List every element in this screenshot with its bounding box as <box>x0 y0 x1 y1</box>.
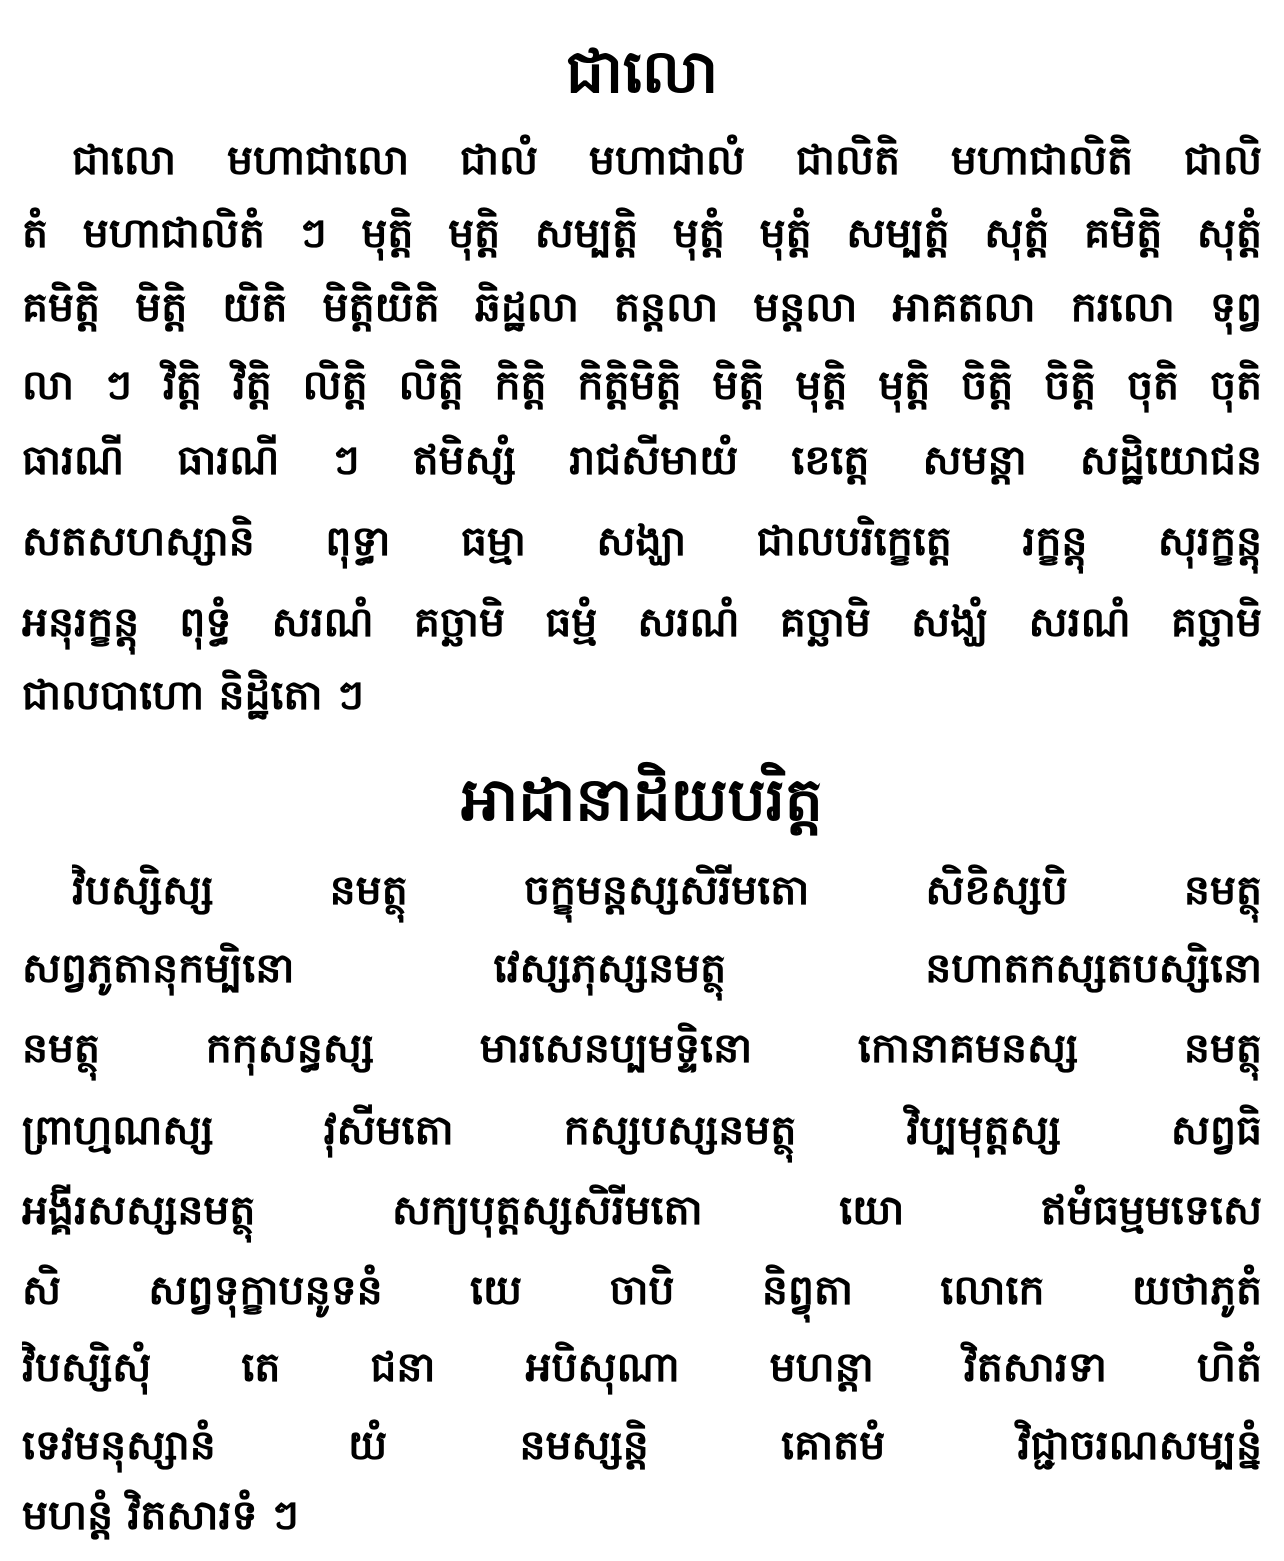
text-line: វិបស្សិស្ស នមត្ថុ ចក្ខុមន្តស្សសិរីមតោ សិខិស្សបិ នមត្ថុ <box>72 866 1262 914</box>
text-line: សិ សព្វទុក្ខាបនូទនំ យេ ចាបិ និព្វុតា លោកេ យថាភូតំ <box>22 1266 1262 1314</box>
text-line: សតសហស្សានិ ពុទ្ធា ធម្មា សង្ឃា ជាលបរិក្ខេត្តេ រក្ខន្តុ សុរក្ខន្តុ <box>22 517 1262 565</box>
text-line: ទេវមនុស្សានំ យំ នមស្សន្តិ គោតមំ វិជ្ជាចរណសម្បន្នំ <box>22 1421 1262 1469</box>
text-line: ជាលោ មហាជាលោ ជាលំ មហាជាលំ ជាលិតិ មហាជាលិតិ ជាលិ <box>72 136 1262 184</box>
text-line: អង្គីរសស្សនមត្ថុ សក្យបុត្តស្សសិរីមតោ យោ ឥមំធម្មមទេសេ <box>22 1186 1262 1234</box>
text-line: ធារណី ធារណី ៗ ឥមិស្សំ រាជសីមាយំ ខេត្តេ សមន្តា សដ្ឋិយោជន <box>22 436 1262 484</box>
text-line: នមត្ថុ កកុសន្ធស្ស មារសេនប្បមទ្ទិនោ កោនាគមនស្ស នមត្ថុ <box>22 1024 1262 1072</box>
text-line: លា ៗ វិត្តិ វិត្តិ លិត្តិ លិត្តិ កិត្តិ កិត្តិមិត្តិ មិត្តិ មុត្តិ មុត្តិ ចិត្តិ ចិត្តិ ចុតិ ចុតិ <box>22 361 1262 409</box>
section-title-atanatiya: អាដានាដិយបរិត្ត <box>461 765 823 835</box>
text-line: តំ មហាជាលិតំ ៗ មុត្តិ មុត្តិ សម្បត្តិ មុត្តំ មុត្តំ សម្បត្តំ សុត្តំ គមិត្តិ សុត្តំ <box>22 209 1262 257</box>
text-line: វិបស្សិសុំ តេ ជនា អបិសុណា មហន្តា វិតសារទា ហិតំ <box>22 1343 1262 1391</box>
text-line: មហន្តំ វិតសារទំ ៗ <box>22 1491 299 1539</box>
text-line: សព្វភូតានុកម្បិនោ វេស្សភុស្សនមត្ថុ នហាតកស្សតបស្សិនោ <box>22 944 1262 992</box>
text-line: គមិត្តិ មិត្តិ យិតិ មិត្តិយិតិ ឆិដ្ឋលា តន្តលា មន្តលា អាគតលា ករលោ ទុព្វ <box>22 283 1262 331</box>
text-line: ព្រាហ្មណស្ស វុសីមតោ កស្សបស្សនមត្ថុ វិប្បមុត្តស្ស សព្វធិ <box>22 1106 1262 1154</box>
section-title-jalo: ជាលោ <box>565 37 719 107</box>
text-line: អនុរក្ខន្តុ ពុទ្ធំ សរណំ គច្ឆាមិ ធម្មំ សរណំ គច្ឆាមិ សង្ឃំ សរណំ គច្ឆាមិ <box>22 598 1262 646</box>
text-line: ជាលបាហោ និដ្ឋិតោ ៗ <box>22 671 364 719</box>
